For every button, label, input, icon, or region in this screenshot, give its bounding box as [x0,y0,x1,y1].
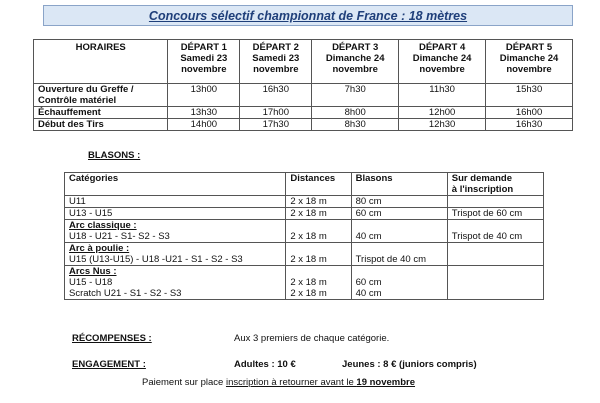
dist-value: 2 x 18 m [290,231,327,242]
time-cell: 14h00 [168,119,240,131]
table-row [34,119,573,131]
table-row [34,107,573,119]
table-row [65,243,544,266]
time-cell: 16h00 [486,107,573,119]
dist-cell [286,196,351,208]
time-cell: 16h30 [486,119,573,131]
engagement-jeunes: Jeunes : 8 € (juniors compris) [342,359,477,370]
dist-cell [286,220,351,243]
dist-cell [286,243,351,266]
paiement-line [142,377,415,388]
horaires-header: HORAIRES [34,40,168,84]
title-banner [43,5,573,26]
inscription-link[interactable]: inscription à retourner avant le [225,377,357,388]
dist-value: 2 x 18 m [290,196,327,207]
time-cell: 8h30 [312,119,399,131]
demande-value: Trispot de 40 cm [451,231,523,242]
blason-value: Trispot de 40 cm [355,254,427,265]
category-line: U15 (U13-U15) - U18 -U21 - S1 - S2 - S3 [69,254,243,265]
depart-header-1: DÉPART 1 Samedi 23 novembre [168,40,240,84]
row-label: Début des Tirs [34,119,168,131]
engagement-label: ENGAGEMENT : [72,359,146,370]
table-row [65,266,544,300]
table-row [34,84,573,107]
category-line: Scratch U21 - S1 - S2 - S3 [69,288,182,299]
demande-cell [447,243,543,266]
depart-header-2: DÉPART 2 Samedi 23 novembre [240,40,312,84]
blason-value: 60 cm [355,277,382,288]
demande-value [452,196,539,207]
category-cell [65,196,286,208]
recompenses-text: Aux 3 premiers de chaque catégorie. [234,333,390,344]
time-cell: 16h30 [240,84,312,107]
category-title: Arc classique : [69,220,137,231]
table-row [65,220,544,243]
blasons-table [64,172,544,300]
category-cell [65,220,286,243]
blason-cell [351,243,447,266]
time-cell: 13h00 [168,84,240,107]
dist-value: 2 x 18 m [290,208,327,219]
blason-value: 80 cm [355,196,382,207]
demande-cell [447,266,543,300]
category-title: Arcs Nus : [69,266,117,277]
recompenses-label: RÉCOMPENSES : [72,333,152,344]
demande-value [452,254,539,265]
demande-cell [447,196,543,208]
time-cell: 17h00 [240,107,312,119]
blason-cell [351,266,447,300]
demande-cell [447,220,543,243]
demande-value: Trispot de 60 cm [451,208,523,219]
row-label: Échauffement [34,107,168,119]
dist-value: 2 x 18 m [290,254,327,265]
time-cell: 11h30 [399,84,486,107]
demande-value [452,288,539,299]
demande-cell [447,208,543,220]
time-cell: 12h00 [399,107,486,119]
blason-cell [351,208,447,220]
engagement-adultes: Adultes : 10 € [234,359,296,370]
category-cell [65,266,286,300]
blason-cell [351,196,447,208]
time-cell: 17h30 [240,119,312,131]
category-cell [65,243,286,266]
paiement-date: 19 novembre [356,377,416,388]
time-cell: 15h30 [486,84,573,107]
table-row [65,208,544,220]
horaires-table [33,39,573,131]
blasons-header-1: Distances [286,173,351,196]
blasons-header-0: Catégories [65,173,286,196]
time-cell: 13h30 [168,107,240,119]
category-cell [65,208,286,220]
blason-cell [351,220,447,243]
row-label: Ouverture du Greffe / Contrôle matériel [34,84,168,107]
category-line: U11 [69,196,86,207]
category-line: U18 - U21 - S1- S2 - S3 [69,231,170,242]
blasons-header-3: Sur demande à l'inscription [447,173,543,196]
time-cell: 12h30 [399,119,486,131]
depart-header-3: DÉPART 3 Dimanche 24 novembre [312,40,399,84]
depart-header-5: DÉPART 5 Dimanche 24 novembre [486,40,573,84]
dist-cell [286,208,351,220]
blasons-heading: BLASONS : [88,150,141,161]
table-row [65,196,544,208]
blason-value: 40 cm [355,231,382,242]
blasons-header-2: Blasons [351,173,447,196]
blason-value: 60 cm [355,208,382,219]
dist-value: 2 x 18 m [290,277,327,288]
depart-header-4: DÉPART 4 Dimanche 24 novembre [399,40,486,84]
category-title: Arc à poulie : [69,243,130,254]
page-title: Concours sélectif championnat de France : 18 mètres [148,8,468,23]
category-line: U15 - U18 [69,277,113,288]
category-line: U13 - U15 [69,208,113,219]
time-cell: 8h00 [312,107,399,119]
paiement-prefix: Paiement sur place [142,377,226,388]
blason-value: 40 cm [355,288,382,299]
dist-cell [286,266,351,300]
time-cell: 7h30 [312,84,399,107]
dist-value: 2 x 18 m [290,288,327,299]
